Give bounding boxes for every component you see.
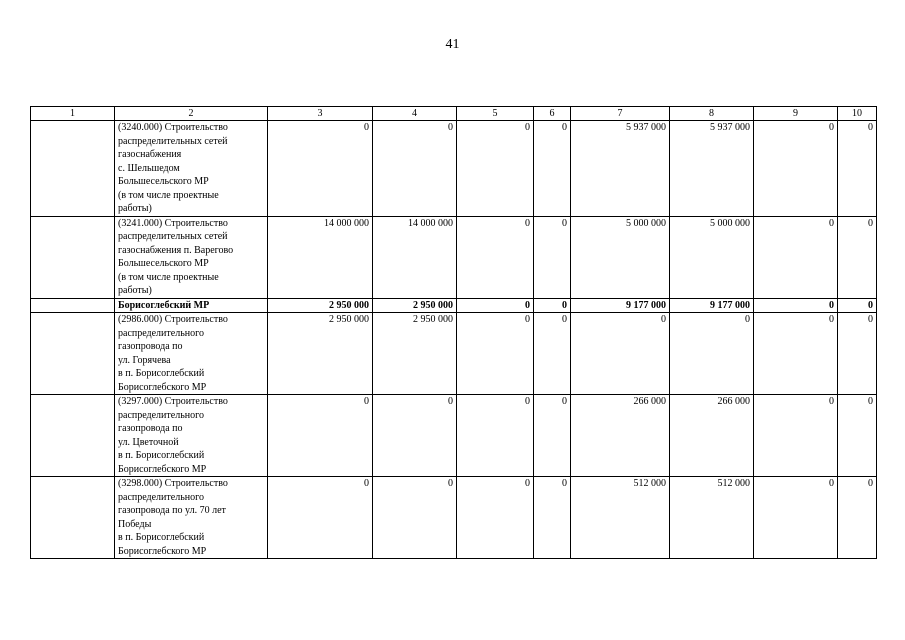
amount-cell: 0 xyxy=(534,313,571,395)
table-row xyxy=(31,216,877,298)
amount-cell: 0 xyxy=(838,313,877,395)
item-name-cell: (3298.000) Строительство распределительного газопровода по ул. 70 лет Победы в п. Борисоглебский Борисоглебского МР xyxy=(115,477,268,559)
amount-cell: 0 xyxy=(457,313,534,395)
amount-cell: 0 xyxy=(754,395,838,477)
amount-cell: 0 xyxy=(754,313,838,395)
item-name-cell: Борисоглебский МР xyxy=(115,298,268,313)
amount-cell: 0 xyxy=(457,121,534,217)
row-index-cell xyxy=(31,395,115,477)
amount-cell: 0 xyxy=(373,395,457,477)
item-name-cell: (2986.000) Строительство распределительного газопровода по ул. Горячева в п. Борисоглебский Борисоглебского МР xyxy=(115,313,268,395)
header-row xyxy=(31,107,877,121)
row-index-cell xyxy=(31,298,115,313)
amount-cell: 14 000 000 xyxy=(268,216,373,298)
amount-cell: 512 000 xyxy=(670,477,754,559)
column-header: 10 xyxy=(838,107,877,121)
amount-cell: 0 xyxy=(534,298,571,313)
amount-cell: 0 xyxy=(670,313,754,395)
amount-cell: 5 937 000 xyxy=(571,121,670,217)
column-header: 1 xyxy=(31,107,115,121)
table-row xyxy=(31,395,877,477)
amount-cell: 0 xyxy=(754,298,838,313)
amount-cell: 5 937 000 xyxy=(670,121,754,217)
table-group-row xyxy=(31,298,877,313)
amount-cell: 0 xyxy=(838,216,877,298)
amount-cell: 2 950 000 xyxy=(373,313,457,395)
amount-cell: 266 000 xyxy=(571,395,670,477)
amount-cell: 0 xyxy=(534,477,571,559)
amount-cell: 0 xyxy=(534,395,571,477)
amount-cell: 2 950 000 xyxy=(373,298,457,313)
column-header: 5 xyxy=(457,107,534,121)
column-header: 9 xyxy=(754,107,838,121)
amount-cell: 0 xyxy=(457,216,534,298)
row-index-cell xyxy=(31,121,115,217)
amount-cell: 0 xyxy=(838,298,877,313)
column-header: 4 xyxy=(373,107,457,121)
amount-cell: 2 950 000 xyxy=(268,313,373,395)
column-header: 3 xyxy=(268,107,373,121)
page-number: 41 xyxy=(445,37,460,52)
item-name-cell: (3240.000) Строительство распределительных сетей газоснабжения с. Шельшедом Большесельского МР (в том числе проектные работы) xyxy=(115,121,268,217)
column-header: 6 xyxy=(534,107,571,121)
table-row xyxy=(31,313,877,395)
row-index-cell xyxy=(31,216,115,298)
item-name-cell: (3241.000) Строительство распределительных сетей газоснабжения п. Варегово Большесельского МР (в том числе проектные работы) xyxy=(115,216,268,298)
row-index-cell xyxy=(31,313,115,395)
table-row xyxy=(31,121,877,217)
column-header: 7 xyxy=(571,107,670,121)
amount-cell: 0 xyxy=(754,216,838,298)
amount-cell: 266 000 xyxy=(670,395,754,477)
amount-cell: 2 950 000 xyxy=(268,298,373,313)
amount-cell: 0 xyxy=(268,395,373,477)
column-header: 2 xyxy=(115,107,268,121)
amount-cell: 0 xyxy=(268,121,373,217)
amount-cell: 0 xyxy=(457,298,534,313)
amount-cell: 0 xyxy=(534,121,571,217)
amount-cell: 0 xyxy=(457,395,534,477)
amount-cell: 0 xyxy=(838,395,877,477)
amount-cell: 9 177 000 xyxy=(670,298,754,313)
amount-cell: 9 177 000 xyxy=(571,298,670,313)
amount-cell: 512 000 xyxy=(571,477,670,559)
amount-cell: 0 xyxy=(838,477,877,559)
amount-cell: 0 xyxy=(457,477,534,559)
amount-cell: 5 000 000 xyxy=(670,216,754,298)
column-header: 8 xyxy=(670,107,754,121)
amount-cell: 14 000 000 xyxy=(373,216,457,298)
budget-table xyxy=(30,106,877,559)
amount-cell: 0 xyxy=(268,477,373,559)
amount-cell: 0 xyxy=(754,121,838,217)
amount-cell: 0 xyxy=(534,216,571,298)
item-name-cell: (3297.000) Строительство распределительного газопровода по ул. Цветочной в п. Борисоглебский Борисоглебского МР xyxy=(115,395,268,477)
amount-cell: 0 xyxy=(838,121,877,217)
amount-cell: 0 xyxy=(373,121,457,217)
table-row xyxy=(31,477,877,559)
amount-cell: 0 xyxy=(373,477,457,559)
amount-cell: 0 xyxy=(571,313,670,395)
row-index-cell xyxy=(31,477,115,559)
amount-cell: 0 xyxy=(754,477,838,559)
amount-cell: 5 000 000 xyxy=(571,216,670,298)
